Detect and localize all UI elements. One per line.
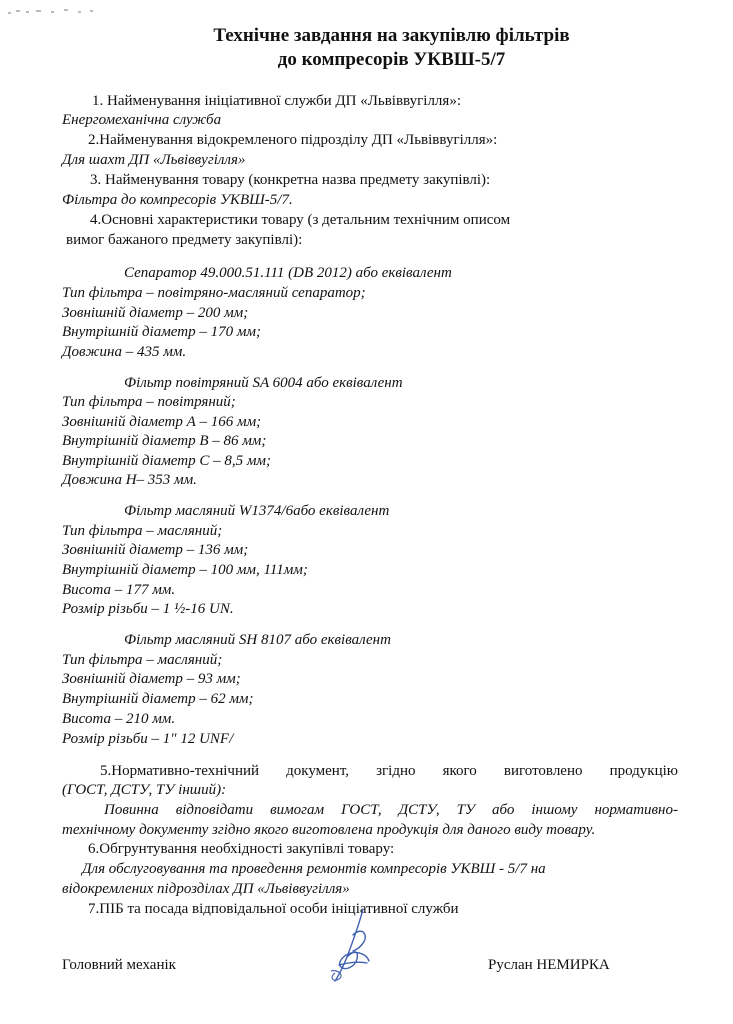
filter-spec: Висота – 210 мм. [62,711,176,727]
section-6-value-line2: відокремлених підрозділах ДП «Львіввугілля» [62,881,350,897]
section-6-value-line1: Для обслуговування та проведення ремонтів компресорів УКВШ - 5/7 на [82,861,546,877]
section-5-value-line1: Повинна відповідати вимогам ГОСТ, ДСТУ, ТУ або іншому нормативно- [104,802,678,818]
filter-spec: Тип фільтра – масляний; [62,652,223,668]
filter-spec: Зовнішній діаметр – 200 мм; [62,305,249,321]
filter-spec: Тип фільтра – масляний; [62,523,223,539]
section-1-label: 1. Найменування ініціативної служби ДП «Львіввугілля»: [92,93,461,109]
signature-image [323,905,381,985]
filter-spec: Зовнішній діаметр – 136 мм; [62,542,249,558]
filter-heading: Фільтр масляний W1374/6або еквівалент [124,503,390,519]
filter-spec: Розмір різьби – 1" 12 UNF/ [62,731,234,747]
filter-spec: Тип фільтра – повітряно-масляний сепаратор; [62,285,366,301]
filter-spec: Висота – 177 мм. [62,582,176,598]
filter-spec: Внутрішній діаметр В – 86 мм; [62,433,267,449]
section-1-value: Енергомеханічна служба [62,112,222,128]
section-2-value: Для шахт ДП «Львіввугілля» [62,152,246,168]
section-6-label: 6.Обгрунтування необхідності закупівлі товару: [88,841,395,857]
filter-heading: Фільтр масляний SH 8107 або еквівалент [124,632,391,648]
section-3-value: Фільтра до компресорів УКВШ-5/7. [62,192,293,208]
filter-spec: Внутрішній діаметр – 170 мм; [62,324,261,340]
signer-name: Руслан НЕМИРКА [488,957,610,973]
document-title-line2: до компресорів УКВШ-5/7 [277,49,506,70]
filter-spec: Внутрішній діаметр С – 8,5 мм; [62,453,271,469]
section-2-label: 2.Найменування відокремленого підрозділу ДП «Львіввугілля»: [88,132,498,148]
filter-spec: Внутрішній діаметр – 100 мм, 111мм; [62,562,308,578]
scan-artifact [6,4,96,24]
filter-heading: Сепаратор 49.000.51.111 (DB 2012) або еквівалент [124,265,452,281]
filter-spec: Розмір різьби – 1 ½-16 UN. [62,601,234,617]
section-5-label-line1: 5.Нормативно-технічний документ, згідно якого виготовлено продукцію [100,763,678,779]
section-7-label: 7.ПІБ та посада відповідальної особи ініціативної служби [88,901,459,917]
section-4-label-line1: 4.Основні характеристики товару (з детальним технічним описом [90,212,511,228]
filter-spec: Довжина – 435 мм. [62,344,187,360]
filter-spec: Внутрішній діаметр – 62 мм; [62,691,254,707]
filter-spec: Зовнішній діаметр А – 166 мм; [62,414,262,430]
section-4-label-line2: вимог бажаного предмету закупівлі): [66,232,303,248]
signer-position: Головний механік [62,957,176,973]
document-title-line1: Технічне завдання на закупівлю фільтрів [213,25,570,46]
filter-spec: Довжина Н– 353 мм. [62,472,197,488]
section-5-label-line2: (ГОСТ, ДСТУ, ТУ інший): [62,782,227,798]
section-3-label: 3. Найменування товару (конкретна назва предмету закупівлі): [90,172,491,188]
filter-spec: Зовнішній діаметр – 93 мм; [62,671,241,687]
filter-spec: Тип фільтра – повітряний; [62,394,236,410]
filter-heading: Фільтр повітряний SA 6004 або еквівалент [124,375,403,391]
section-5-value-line2: технічному документу згідно якого виготовлена продукція для даного виду товару. [62,822,596,838]
